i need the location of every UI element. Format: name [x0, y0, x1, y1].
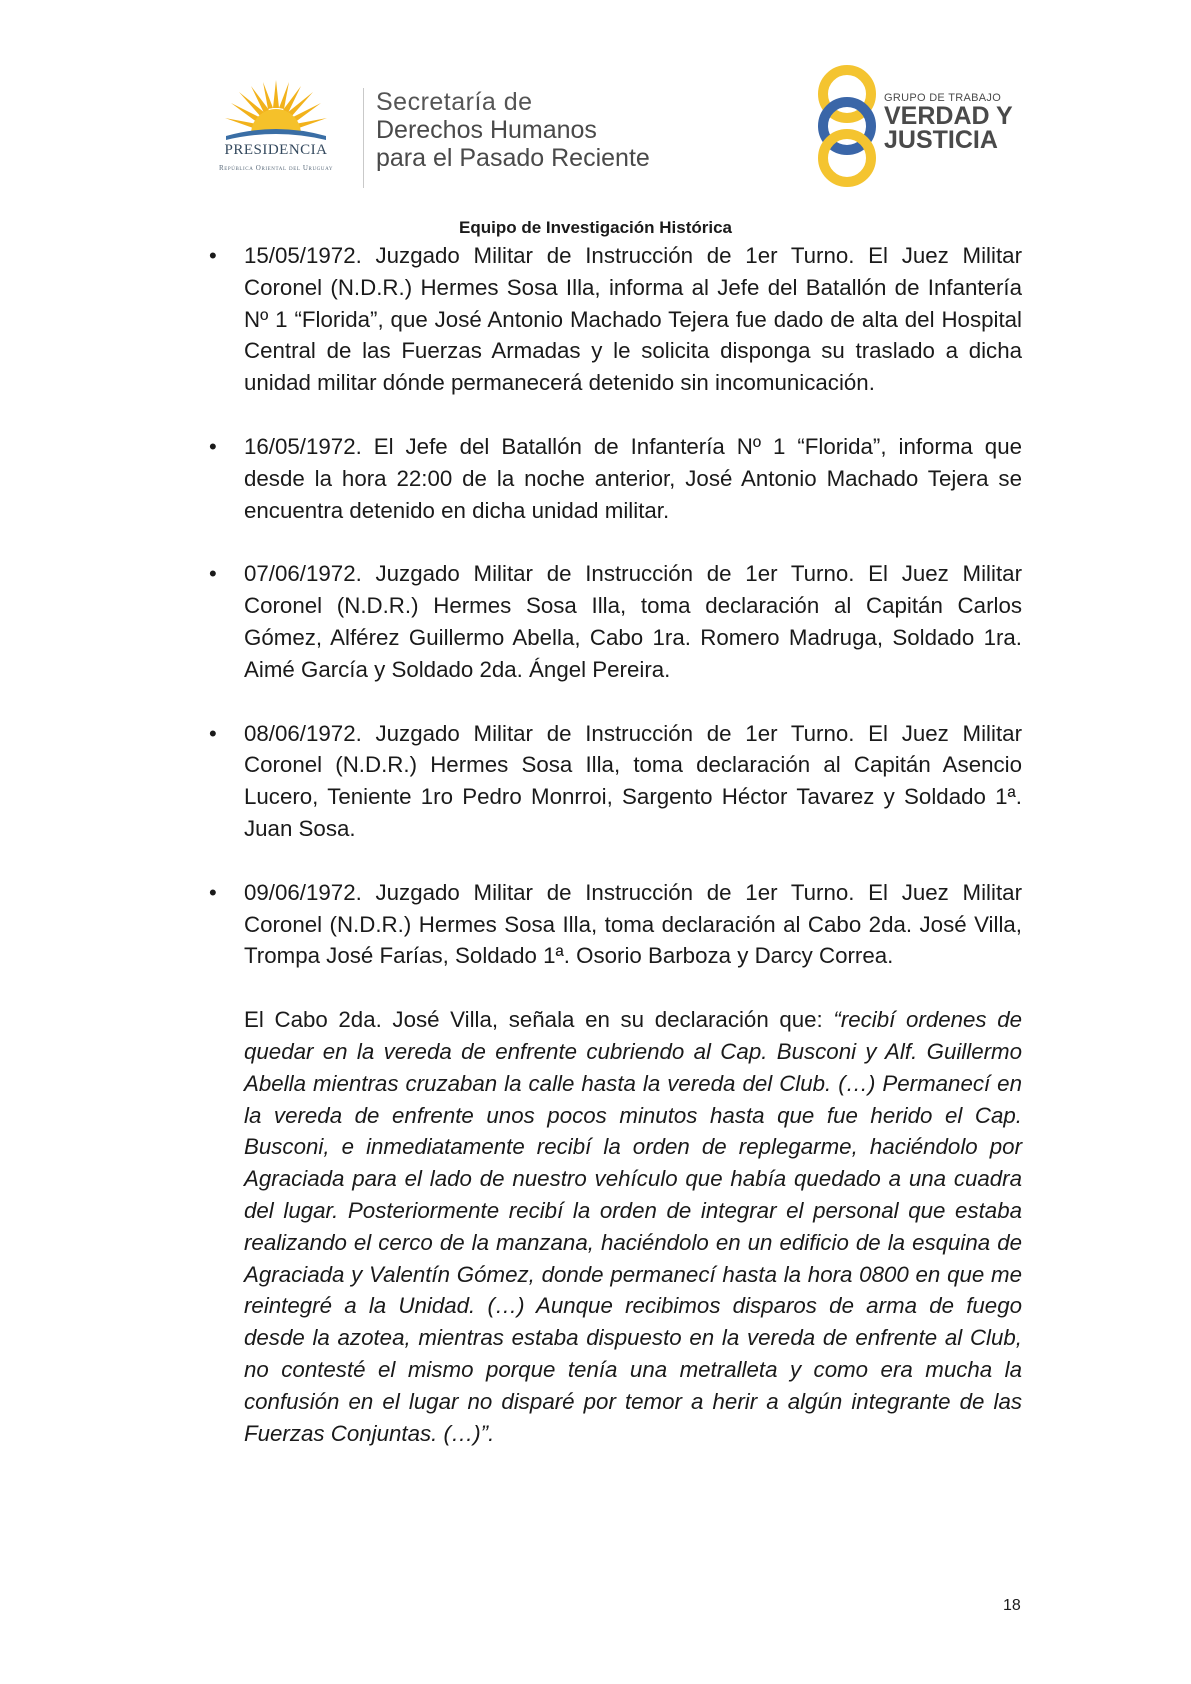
- quote-intro: El Cabo 2da. José Villa, señala en su declaración que:: [244, 1007, 834, 1033]
- sun-emblem-icon: [221, 78, 331, 146]
- document-body: [0, 240, 1191, 1449]
- bullet-icon: •: [209, 561, 217, 587]
- bullet-icon: •: [209, 243, 217, 268]
- secretaria-line-1: Secretaría de: [376, 88, 533, 116]
- entry-text: 15/05/1972. Juzgado Militar de Instrucción de 1er Turno. El Juez Militar Coronel (N.D.R.) Hermes Sosa Illa, informa al Jefe del Batallón de Infantería Nº 1 “Florida”, que José Antonio Machado Tejera fue dado de alta del Hospital Central de las Fuerzas Armadas y le solicita disponga su traslado a dicha unidad militar dónde permanecerá detenido sin incomunicación.: [244, 243, 1022, 396]
- presidencia-logo: [196, 78, 356, 188]
- secretaria-line-3: para el Pasado Reciente: [376, 144, 650, 172]
- entry-text: 16/05/1972. El Jefe del Batallón de Infantería Nº 1 “Florida”, informa que desde la hora 22:00 de la noche anterior, José Antonio Machado Tejera se encuentra detenido en dicha unidad militar.: [244, 433, 1022, 523]
- page-number: 18: [1003, 1597, 1021, 1614]
- quote-paragraph: [244, 1004, 1022, 1449]
- quote-text: [244, 1004, 1022, 1449]
- rings-emblem-icon: [812, 62, 882, 192]
- list-item: [209, 718, 1022, 845]
- bullet-icon: •: [209, 879, 217, 905]
- page-header: [0, 0, 1191, 237]
- entry-text: 09/06/1972. Juzgado Militar de Instrucción de 1er Turno. El Juez Militar Coronel (N.D.R.) Hermes Sosa Illa, toma declaración al Cabo 2da. José Villa, Trompa José Farías, Soldado 1ª. Osorio Barboza y Darcy Correa.: [244, 879, 1022, 969]
- list-item: [209, 431, 1022, 526]
- secretaria-line-2: Derechos Humanos: [376, 116, 597, 144]
- bullet-icon: •: [209, 720, 217, 746]
- secretaria-logo-text: [376, 88, 650, 172]
- verdad-justicia-logo: [812, 62, 1042, 192]
- verdad-justicia-title: [884, 104, 1013, 152]
- quote-body: “recibí ordenes de quedar en la vereda de enfrente cubriendo al Cap. Busconi y Alf. Guillermo Abella mientras cruzaban la calle hasta la vereda del Club. (…) Permanecí en la vereda de enfrente unos pocos minutos hasta que fue herido el Cap. Busconi, e inmediatamente recibí la orden de replegarme, haciéndolo por Agraciada para el lado de nuestro vehículo que había quedado a una cuadra del lugar. Posteriormente recibí la orden de integrar el personal que estaba realizando el cerco de la manzana, haciéndolo en un edificio de la esquina de Agraciada y Valentín Gómez, donde permanecí hasta la hora 0800 en que me reintegré a la Unidad. (…) Aunque recibimos disparos de arma de fuego desde la azotea, mientras estaba dispuesto en la vereda de enfrente al Club, no contesté el mismo porque tenía una metralleta y como era mucha la confusión en el lugar no disparé por temor a herir a algún integrante de las Fuerzas Conjuntas. (…)”.: [244, 1007, 1023, 1446]
- header-divider: [363, 88, 364, 188]
- entry-text: 08/06/1972. Juzgado Militar de Instrucción de 1er Turno. El Juez Militar Coronel (N.D.R.) Hermes Sosa Illa, toma declaración al Capitán Asencio Lucero, Teniente 1ro Pedro Monrroi, Sargento Héctor Tavarez y Soldado 1ª. Juan Sosa.: [244, 720, 1022, 841]
- grupo-trabajo-label: GRUPO DE TRABAJO: [884, 92, 1002, 104]
- justicia-line: JUSTICIA: [884, 126, 998, 154]
- presidencia-name: PRESIDENCIA: [224, 142, 328, 158]
- presidencia-subtitle: República Oriental del Uruguay: [218, 164, 334, 172]
- list-item: [209, 240, 1022, 399]
- list-item: [209, 877, 1022, 972]
- bullet-icon: •: [209, 433, 217, 459]
- team-title: Equipo de Investigación Histórica: [459, 218, 732, 237]
- entry-text: 07/06/1972. Juzgado Militar de Instrucción de 1er Turno. El Juez Militar Coronel (N.D.R.) Hermes Sosa Illa, toma declaración al Capitán Carlos Gómez, Alférez Guillermo Abella, Cabo 1ra. Romero Madruga, Soldado 1ra. Aimé García y Soldado 2da. Ángel Pereira.: [244, 561, 1022, 682]
- list-item: [209, 558, 1022, 685]
- verdad-line: VERDAD Y: [884, 102, 1013, 130]
